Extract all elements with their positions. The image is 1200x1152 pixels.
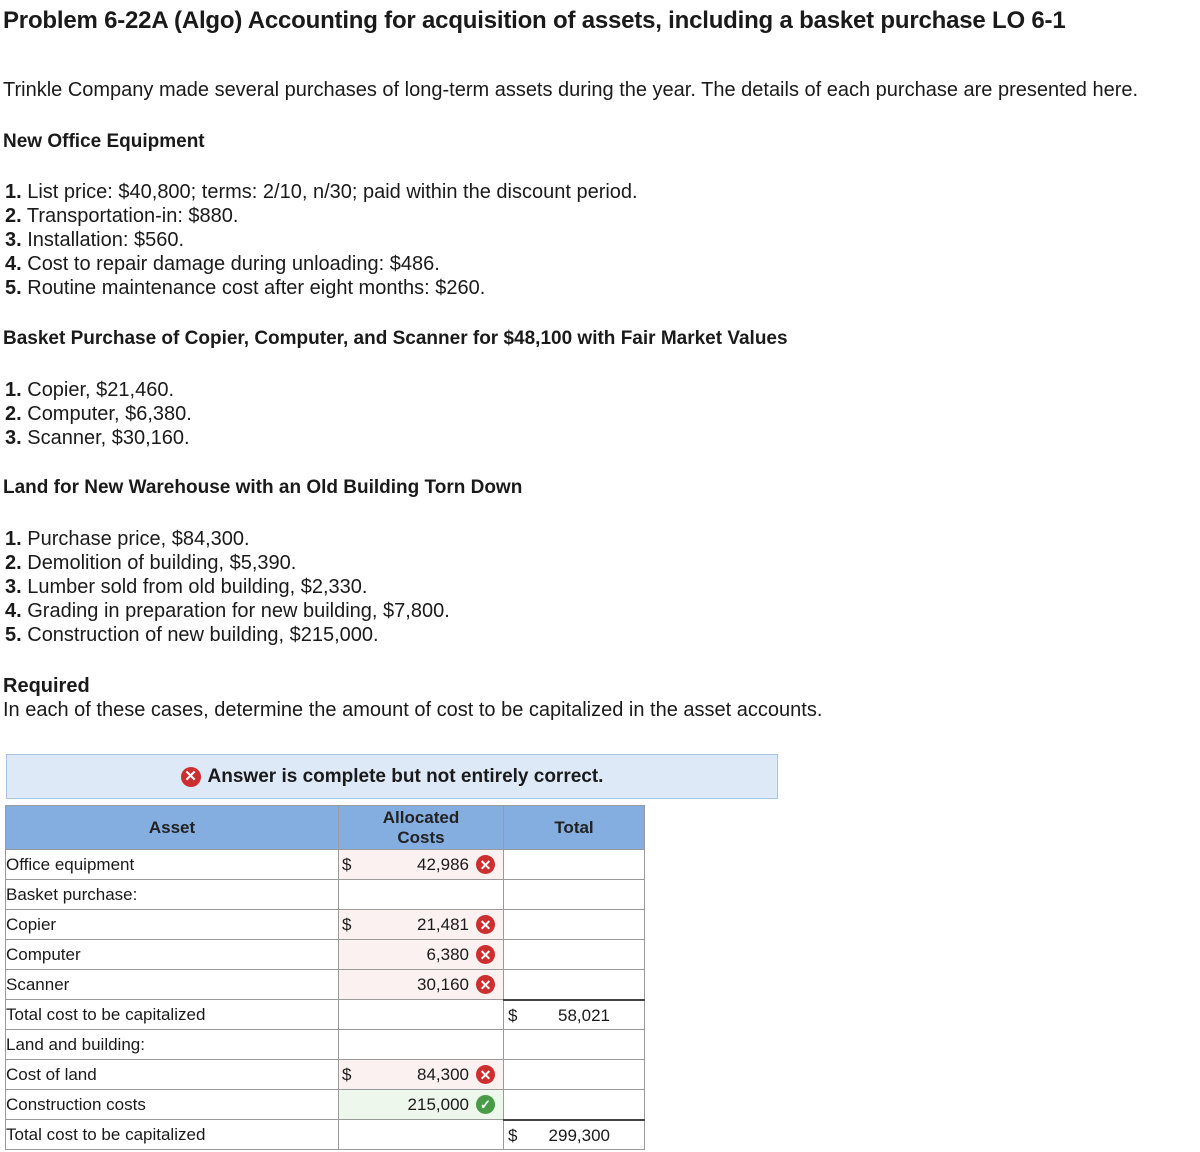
problem-title: Problem 6-22A (Algo) Accounting for acquisition of assets, including a basket purchase LO 6-1 <box>3 7 1066 34</box>
table-row <box>6 1090 645 1120</box>
header-allocated-costs: Allocated Costs <box>339 806 504 850</box>
table-row <box>6 850 645 880</box>
row-label: Copier <box>6 910 339 940</box>
office-equipment-list <box>5 180 638 300</box>
scanner-input[interactable]: 30,160 ✕ <box>339 970 504 1000</box>
list-item: 1. Copier, $21,460. <box>5 379 175 401</box>
basket-purchase-list <box>5 378 192 450</box>
list-item: 2. Transportation-in: $880. <box>5 205 239 227</box>
cost-of-land-input[interactable]: $ 84,300 ✕ <box>339 1060 504 1090</box>
table-row <box>6 1000 645 1030</box>
empty-cell <box>339 880 504 910</box>
row-label: Cost of land <box>6 1060 339 1090</box>
basket-total-value: $ 58,021 <box>504 1000 645 1030</box>
required-text: In each of these cases, determine the amount of cost to be capitalized in the asset accounts. <box>3 699 823 721</box>
table-row <box>6 940 645 970</box>
list-item: 3. Installation: $560. <box>5 229 185 251</box>
empty-cell <box>339 1000 504 1030</box>
x-circle-icon: ✕ <box>476 1065 495 1084</box>
row-label: Office equipment <box>6 850 339 880</box>
row-label: Land and building: <box>6 1030 339 1060</box>
row-label: Basket purchase: <box>6 880 339 910</box>
empty-cell <box>504 970 645 1000</box>
empty-cell <box>339 1120 504 1150</box>
empty-cell <box>339 1030 504 1060</box>
table-row <box>6 1060 645 1090</box>
banner-text: Answer is complete but not entirely correct. <box>207 765 604 787</box>
header-asset: Asset <box>6 806 339 850</box>
table-row <box>6 1030 645 1060</box>
empty-cell <box>504 940 645 970</box>
answer-table <box>5 805 645 1150</box>
table-row <box>6 1120 645 1150</box>
list-item: 3. Scanner, $30,160. <box>5 427 190 449</box>
x-circle-icon: ✕ <box>476 855 495 874</box>
list-item: 2. Demolition of building, $5,390. <box>5 552 297 574</box>
land-total-value: $ 299,300 <box>504 1120 645 1150</box>
list-item: 2. Computer, $6,380. <box>5 403 192 425</box>
table-row <box>6 910 645 940</box>
list-item: 4. Cost to repair damage during unloading: $486. <box>5 253 440 275</box>
x-circle-icon: ✕ <box>181 767 201 787</box>
list-item: 3. Lumber sold from old building, $2,330. <box>5 576 368 598</box>
list-item: 5. Construction of new building, $215,000. <box>5 624 379 646</box>
computer-input[interactable]: 6,380 ✕ <box>339 940 504 970</box>
answer-status-banner <box>6 754 778 799</box>
empty-cell <box>504 1090 645 1120</box>
row-label: Computer <box>6 940 339 970</box>
row-label: Total cost to be capitalized <box>6 1000 339 1030</box>
section-heading-office-equipment: New Office Equipment <box>3 131 205 152</box>
copier-input[interactable]: $ 21,481 ✕ <box>339 910 504 940</box>
construction-costs-input[interactable]: 215,000 ✓ <box>339 1090 504 1120</box>
x-circle-icon: ✕ <box>476 975 495 994</box>
empty-cell <box>504 910 645 940</box>
list-item: 1. List price: $40,800; terms: 2/10, n/30; paid within the discount period. <box>5 181 638 203</box>
section-heading-basket-purchase: Basket Purchase of Copier, Computer, and Scanner for $48,100 with Fair Market Values <box>3 328 788 349</box>
section-heading-land: Land for New Warehouse with an Old Building Torn Down <box>3 477 523 498</box>
empty-cell <box>504 850 645 880</box>
list-item: 4. Grading in preparation for new building, $7,800. <box>5 600 450 622</box>
list-item: 5. Routine maintenance cost after eight months: $260. <box>5 277 486 299</box>
check-circle-icon: ✓ <box>476 1095 495 1114</box>
required-heading: Required <box>3 675 90 697</box>
empty-cell <box>504 1060 645 1090</box>
x-circle-icon: ✕ <box>476 945 495 964</box>
land-list <box>5 527 450 647</box>
office-equipment-input[interactable]: $ 42,986 ✕ <box>339 850 504 880</box>
header-total: Total <box>504 806 645 850</box>
list-item: 1. Purchase price, $84,300. <box>5 528 250 550</box>
x-circle-icon: ✕ <box>476 915 495 934</box>
row-label: Construction costs <box>6 1090 339 1120</box>
row-label: Total cost to be capitalized <box>6 1120 339 1150</box>
table-row <box>6 880 645 910</box>
table-row <box>6 970 645 1000</box>
empty-cell <box>504 1030 645 1060</box>
intro-text: Trinkle Company made several purchases of long-term assets during the year. The details of each purchase are presented here. <box>3 79 1139 101</box>
empty-cell <box>504 880 645 910</box>
row-label: Scanner <box>6 970 339 1000</box>
